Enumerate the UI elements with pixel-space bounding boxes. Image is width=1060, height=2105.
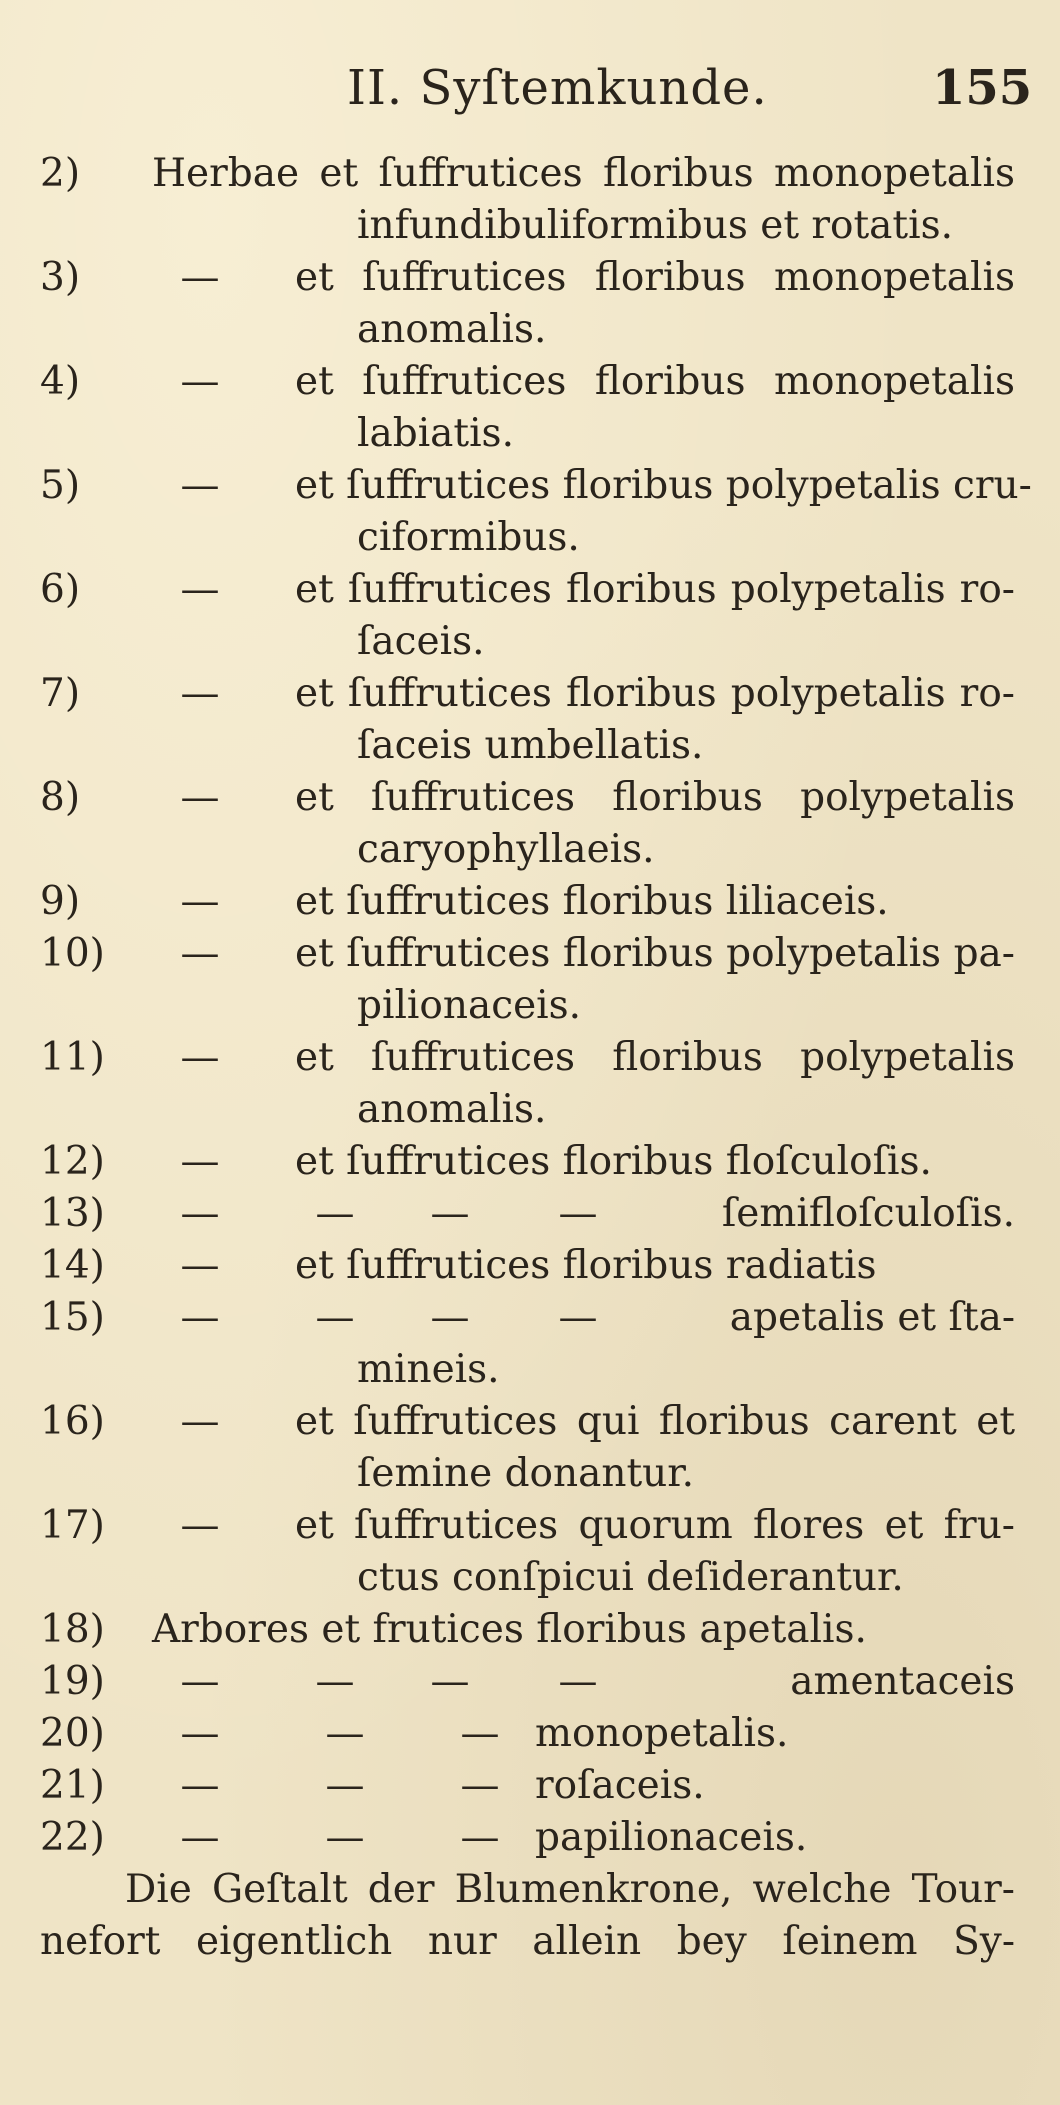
list-item <box>0 564 1060 616</box>
ditto-mark: — <box>460 1763 500 1808</box>
entry-number: 22) <box>40 1815 105 1860</box>
ditto-mark: — <box>460 1711 500 1756</box>
ditto-dash: — <box>180 1399 220 1444</box>
entry-continuation: infundibuliformibus et rotatis. <box>357 203 953 248</box>
closing-line-2: nefort eigentlich nur allein bey ſeinem Sy- <box>40 1919 1015 1964</box>
list-item <box>0 1136 1060 1188</box>
entry-description: et ſuffrutices floribus monopetalis <box>319 151 1015 196</box>
ditto-mark: — <box>315 1295 355 1340</box>
entry-description: et ſuffrutices floribus floſculoſis. <box>295 1139 932 1184</box>
entry-description: roſaceis. <box>535 1763 705 1808</box>
list-item-continuation <box>0 408 1060 460</box>
entry-description: apetalis et ſta- <box>729 1295 1015 1340</box>
running-head: II. Syſtemkunde. <box>347 60 768 116</box>
ditto-mark: — <box>460 1815 500 1860</box>
ditto-dash: — <box>180 1659 220 1704</box>
entry-description: amentaceis <box>790 1659 1015 1704</box>
entry-text <box>152 1604 1015 1656</box>
closing-line-1: Die Geſtalt der Blumenkrone, welche Tour- <box>125 1867 1015 1912</box>
list-item <box>0 772 1060 824</box>
list-item-continuation <box>0 304 1060 356</box>
entry-number: 6) <box>40 567 81 612</box>
entry-lead-word: Arbores <box>152 1607 309 1652</box>
entry-number: 5) <box>40 463 81 508</box>
ditto-dash: — <box>180 463 220 508</box>
entry-continuation: pilionaceis. <box>357 983 582 1028</box>
entry-description: et ſuffrutices floribus polypetalis ro- <box>295 671 1015 716</box>
entry-number: 7) <box>40 671 81 716</box>
ditto-dash: — <box>180 1295 220 1340</box>
entry-text <box>152 148 1015 200</box>
list-item <box>0 148 1060 200</box>
entry-description: et ſuffrutices quorum flores et fru- <box>295 1503 1015 1548</box>
entry-description: et ſuffrutices floribus polypetalis ro- <box>295 567 1015 612</box>
list-item <box>0 1292 1060 1344</box>
entry-number: 20) <box>40 1711 105 1756</box>
entry-number: 8) <box>40 775 81 820</box>
ditto-dash: — <box>180 359 220 404</box>
entry-description: ſemifloſculoſis. <box>721 1191 1015 1236</box>
entry-number: 18) <box>40 1607 105 1652</box>
ditto-mark: — <box>430 1659 470 1704</box>
entry-number: 19) <box>40 1659 105 1704</box>
ditto-dash: — <box>180 1711 220 1756</box>
entry-description: et frutices floribus apetalis. <box>321 1607 867 1652</box>
entry-number: 10) <box>40 931 105 976</box>
ditto-mark: — <box>558 1191 598 1236</box>
list-item-continuation <box>0 1344 1060 1396</box>
list-item <box>0 1188 1060 1240</box>
ditto-dash: — <box>180 1139 220 1184</box>
list-item <box>0 1708 1060 1760</box>
entry-continuation: ſemine donantur. <box>357 1451 695 1496</box>
list-item-continuation <box>0 1084 1060 1136</box>
ditto-dash: — <box>180 1035 220 1080</box>
entry-description: et ſuffrutices floribus polypetalis cru- <box>295 463 1032 508</box>
ditto-mark: — <box>325 1815 365 1860</box>
entry-number: 12) <box>40 1139 105 1184</box>
entry-number: 16) <box>40 1399 105 1444</box>
list-item <box>0 460 1060 512</box>
ditto-dash: — <box>180 671 220 716</box>
ditto-mark: — <box>558 1659 598 1704</box>
ditto-mark: — <box>558 1295 598 1340</box>
list-item <box>0 356 1060 408</box>
ditto-dash: — <box>180 255 220 300</box>
entry-continuation: anomalis. <box>357 307 547 352</box>
entry-continuation: ſaceis. <box>357 619 485 664</box>
entry-continuation: ſaceis umbellatis. <box>357 723 704 768</box>
entry-number: 21) <box>40 1763 105 1808</box>
entry-number: 2) <box>40 151 81 196</box>
entry-continuation: caryophyllaeis. <box>357 827 655 872</box>
list-item <box>0 876 1060 928</box>
list-item <box>0 928 1060 980</box>
entry-lead-word: Herbae <box>152 151 300 196</box>
entry-number: 4) <box>40 359 81 404</box>
ditto-dash: — <box>180 775 220 820</box>
ditto-dash: — <box>180 567 220 612</box>
entry-number: 11) <box>40 1035 105 1080</box>
list-item <box>0 668 1060 720</box>
ditto-dash: — <box>180 1243 220 1288</box>
ditto-mark: — <box>430 1295 470 1340</box>
list-item <box>0 1240 1060 1292</box>
list-item-continuation <box>0 1552 1060 1604</box>
list-item <box>0 252 1060 304</box>
ditto-mark: — <box>315 1659 355 1704</box>
list-item <box>0 1760 1060 1812</box>
list-item-continuation <box>0 616 1060 668</box>
list-item <box>0 1812 1060 1864</box>
entry-description: et ſuffrutices floribus radiatis <box>295 1243 877 1288</box>
entry-description: et ſuffrutices floribus polypetalis <box>295 775 1015 820</box>
entry-number: 3) <box>40 255 81 300</box>
entry-description: et ſuffrutices floribus monopetalis <box>295 255 1015 300</box>
entry-continuation: anomalis. <box>357 1087 547 1132</box>
entry-description: et ſuffrutices qui floribus carent et <box>295 1399 1015 1444</box>
entry-number: 15) <box>40 1295 105 1340</box>
entry-number: 9) <box>40 879 81 924</box>
list-item <box>0 1032 1060 1084</box>
ditto-dash: — <box>180 1503 220 1548</box>
ditto-dash: — <box>180 879 220 924</box>
entry-number: 13) <box>40 1191 105 1236</box>
entry-description: et ſuffrutices floribus polypetalis pa- <box>295 931 1015 976</box>
entry-number: 14) <box>40 1243 105 1288</box>
entry-continuation: labiatis. <box>357 411 514 456</box>
list-item-continuation <box>0 980 1060 1032</box>
ditto-dash: — <box>180 1763 220 1808</box>
list-item-continuation <box>0 824 1060 876</box>
list-item <box>0 1396 1060 1448</box>
ditto-mark: — <box>430 1191 470 1236</box>
entry-description: et ſuffrutices floribus monopetalis <box>295 359 1015 404</box>
list-item <box>0 1500 1060 1552</box>
ditto-dash: — <box>180 1815 220 1860</box>
ditto-mark: — <box>325 1711 365 1756</box>
entry-description: monopetalis. <box>535 1711 789 1756</box>
ditto-dash: — <box>180 931 220 976</box>
list-item-continuation <box>0 200 1060 252</box>
ditto-mark: — <box>315 1191 355 1236</box>
ditto-dash: — <box>180 1191 220 1236</box>
list-item-continuation <box>0 1448 1060 1500</box>
entry-continuation: ctus conſpicui deſiderantur. <box>357 1555 904 1600</box>
entry-description: et ſuffrutices floribus liliaceis. <box>295 879 889 924</box>
entry-continuation: ciformibus. <box>357 515 580 560</box>
list-item-continuation <box>0 720 1060 772</box>
entry-number: 17) <box>40 1503 105 1548</box>
entry-continuation: mineis. <box>357 1347 500 1392</box>
list-item-continuation <box>0 512 1060 564</box>
entry-description: papilionaceis. <box>535 1815 808 1860</box>
list-item <box>0 1656 1060 1708</box>
ditto-mark: — <box>325 1763 365 1808</box>
entry-description: et ſuffrutices floribus polypetalis <box>295 1035 1015 1080</box>
page-header <box>0 60 1060 130</box>
list-item <box>0 1604 1060 1656</box>
page-number: 155 <box>932 60 1033 116</box>
